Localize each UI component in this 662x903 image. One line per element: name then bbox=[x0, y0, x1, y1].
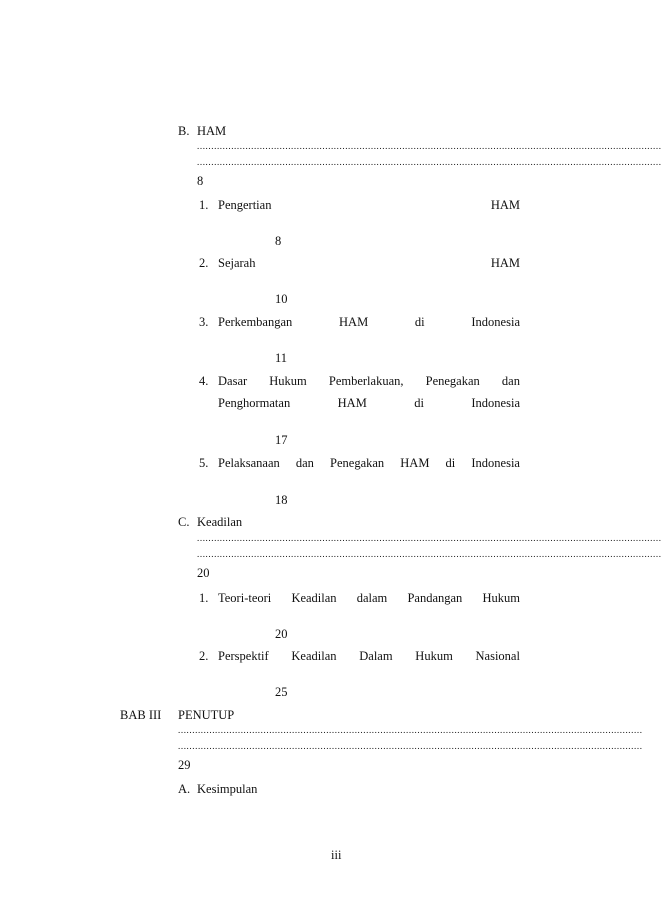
toc-entry-perkembangan-ham bbox=[218, 315, 520, 330]
entry-word: Sejarah bbox=[218, 256, 256, 270]
item-marker: 4. bbox=[199, 374, 209, 388]
entry-word: di bbox=[445, 456, 456, 470]
entry-word: HAM bbox=[400, 456, 430, 470]
entry-word: Pandangan bbox=[407, 591, 463, 605]
leader-dots: ................................................................................................................................................................... bbox=[178, 741, 643, 751]
item-marker: 2. bbox=[199, 256, 209, 270]
entry-word: Hukum bbox=[269, 374, 307, 388]
chapter-label: BAB III bbox=[120, 708, 162, 722]
entry-word: HAM bbox=[337, 396, 367, 410]
section-b-title: HAM bbox=[197, 124, 227, 138]
entry-word: dan bbox=[295, 456, 314, 470]
entry-page: 17 bbox=[275, 433, 288, 447]
entry-word: Pengertian bbox=[218, 198, 272, 212]
toc-entry-perspektif-keadilan bbox=[218, 649, 520, 664]
section-c-page: 20 bbox=[197, 566, 210, 580]
leader-dots: ................................................................................................................................................................... bbox=[197, 533, 662, 543]
chapter-page: 29 bbox=[178, 758, 191, 772]
toc-entry-pelaksanaan bbox=[218, 456, 520, 471]
item-marker: 2. bbox=[199, 649, 209, 663]
item-marker: 1. bbox=[199, 591, 209, 605]
page-number: iii bbox=[331, 848, 342, 862]
entry-page: 18 bbox=[275, 493, 288, 507]
entry-word: Keadilan bbox=[291, 591, 337, 605]
chapter-title: PENUTUP bbox=[178, 708, 235, 722]
entry-word: Dasar bbox=[218, 374, 248, 388]
entry-word: Hukum bbox=[482, 591, 520, 605]
section-a-marker: A. bbox=[178, 782, 191, 796]
entry-page: 10 bbox=[275, 292, 288, 306]
entry-word: Penegakan bbox=[425, 374, 480, 388]
item-marker: 1. bbox=[199, 198, 209, 212]
entry-word: dan bbox=[501, 374, 520, 388]
leader-dots: ................................................................................................................................................................... bbox=[178, 725, 643, 735]
entry-word: Teori-teori bbox=[218, 591, 272, 605]
item-marker: 5. bbox=[199, 456, 209, 470]
leader-dots: ................................................................................................................................................................... bbox=[197, 157, 662, 167]
entry-page: 8 bbox=[275, 234, 282, 248]
entry-word: Pelaksanaan bbox=[218, 456, 280, 470]
section-c-title: Keadilan bbox=[197, 515, 243, 529]
entry-word: HAM bbox=[490, 256, 520, 270]
entry-word: Hukum bbox=[415, 649, 453, 663]
toc-entry-pengertian-ham bbox=[218, 198, 520, 213]
item-marker: 3. bbox=[199, 315, 209, 329]
leader-dots: ................................................................................................................................................................... bbox=[197, 549, 662, 559]
entry-word: Penegakan bbox=[330, 456, 385, 470]
entry-word: Pemberlakuan, bbox=[328, 374, 404, 388]
entry-word: Penghormatan bbox=[218, 396, 291, 410]
section-b-page: 8 bbox=[197, 174, 204, 188]
entry-page: 25 bbox=[275, 685, 288, 699]
entry-word: di bbox=[414, 315, 425, 329]
entry-word: Nasional bbox=[475, 649, 520, 663]
section-b-marker: B. bbox=[178, 124, 190, 138]
entry-page: 20 bbox=[275, 627, 288, 641]
toc-entry-teori-keadilan bbox=[218, 591, 520, 606]
entry-word: Perspektif bbox=[218, 649, 269, 663]
toc-entry-dasar-hukum-line2 bbox=[218, 396, 520, 411]
entry-word: Indonesia bbox=[471, 456, 520, 470]
entry-word: Keadilan bbox=[291, 649, 337, 663]
entry-page: 11 bbox=[275, 351, 288, 365]
section-a-title: Kesimpulan bbox=[197, 782, 258, 796]
entry-word: Dalam bbox=[359, 649, 393, 663]
toc-entry-dasar-hukum-line1 bbox=[218, 374, 520, 389]
entry-word: di bbox=[414, 396, 424, 410]
entry-word: HAM bbox=[490, 198, 520, 212]
entry-word: dalam bbox=[356, 591, 388, 605]
entry-word: Indonesia bbox=[471, 315, 520, 329]
toc-entry-sejarah-ham bbox=[218, 256, 520, 271]
entry-word: Indonesia bbox=[471, 396, 520, 410]
leader-dots: ................................................................................................................................................................... bbox=[197, 141, 662, 151]
section-c-marker: C. bbox=[178, 515, 190, 529]
entry-word: Perkembangan bbox=[218, 315, 293, 329]
entry-word: HAM bbox=[339, 315, 369, 329]
